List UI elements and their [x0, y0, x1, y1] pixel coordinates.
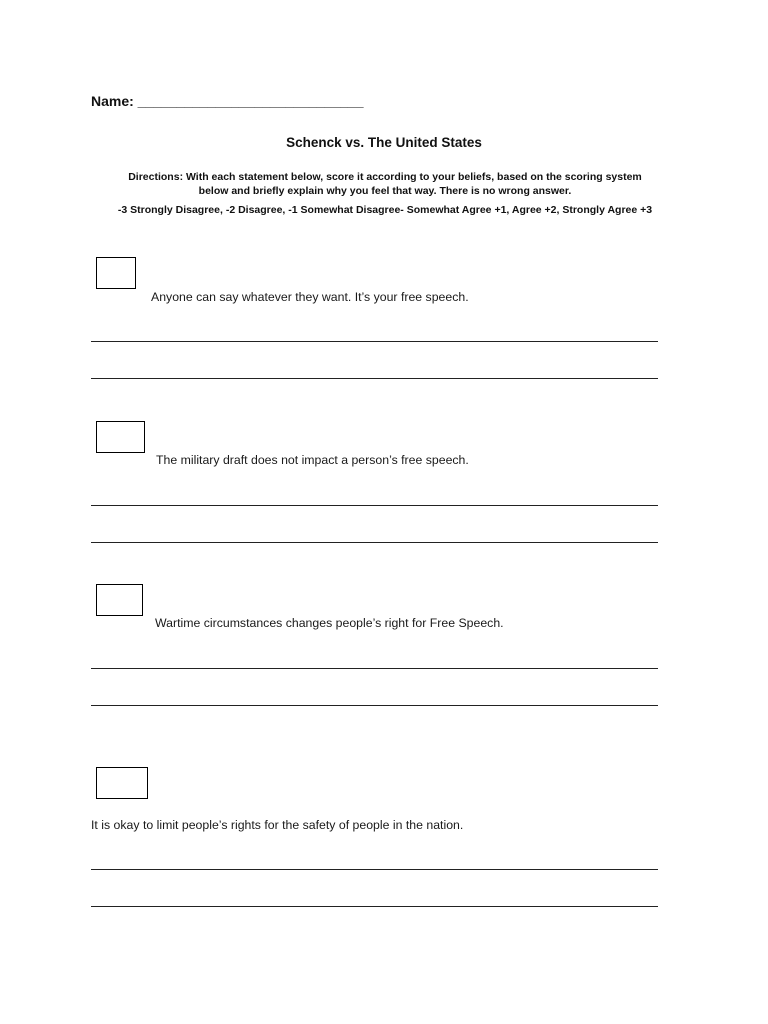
- directions-line-2: below and briefly explain why you feel that way. There is no wrong answer.: [198, 185, 572, 197]
- statement-3: Wartime circumstances changes people’s right for Free Speech.: [155, 616, 504, 630]
- answer-line-1b[interactable]: [91, 378, 658, 379]
- answer-line-1a[interactable]: [91, 341, 658, 342]
- score-box-2[interactable]: [96, 421, 145, 453]
- answer-line-4a[interactable]: [91, 869, 658, 870]
- directions-line-1: Directions: With each statement below, score it according to your beliefs, based on the scoring system: [128, 171, 642, 183]
- answer-line-4b[interactable]: [91, 906, 658, 907]
- answer-line-3a[interactable]: [91, 668, 658, 669]
- statement-1: Anyone can say whatever they want. It’s your free speech.: [151, 290, 469, 304]
- scoring-scale: -3 Strongly Disagree, -2 Disagree, -1 Somewhat Disagree- Somewhat Agree +1, Agree +2, Strongly Agree +3: [117, 204, 653, 216]
- page-title: Schenck vs. The United States: [286, 135, 482, 150]
- score-box-3[interactable]: [96, 584, 143, 616]
- answer-line-3b[interactable]: [91, 705, 658, 706]
- answer-line-2a[interactable]: [91, 505, 658, 506]
- score-box-1[interactable]: [96, 257, 136, 289]
- score-box-4[interactable]: [96, 767, 148, 799]
- name-field-label: Name: _____________________________: [91, 93, 364, 109]
- statement-2: The military draft does not impact a person’s free speech.: [156, 453, 469, 467]
- statement-4: It is okay to limit people’s rights for the safety of people in the nation.: [91, 818, 464, 832]
- answer-line-2b[interactable]: [91, 542, 658, 543]
